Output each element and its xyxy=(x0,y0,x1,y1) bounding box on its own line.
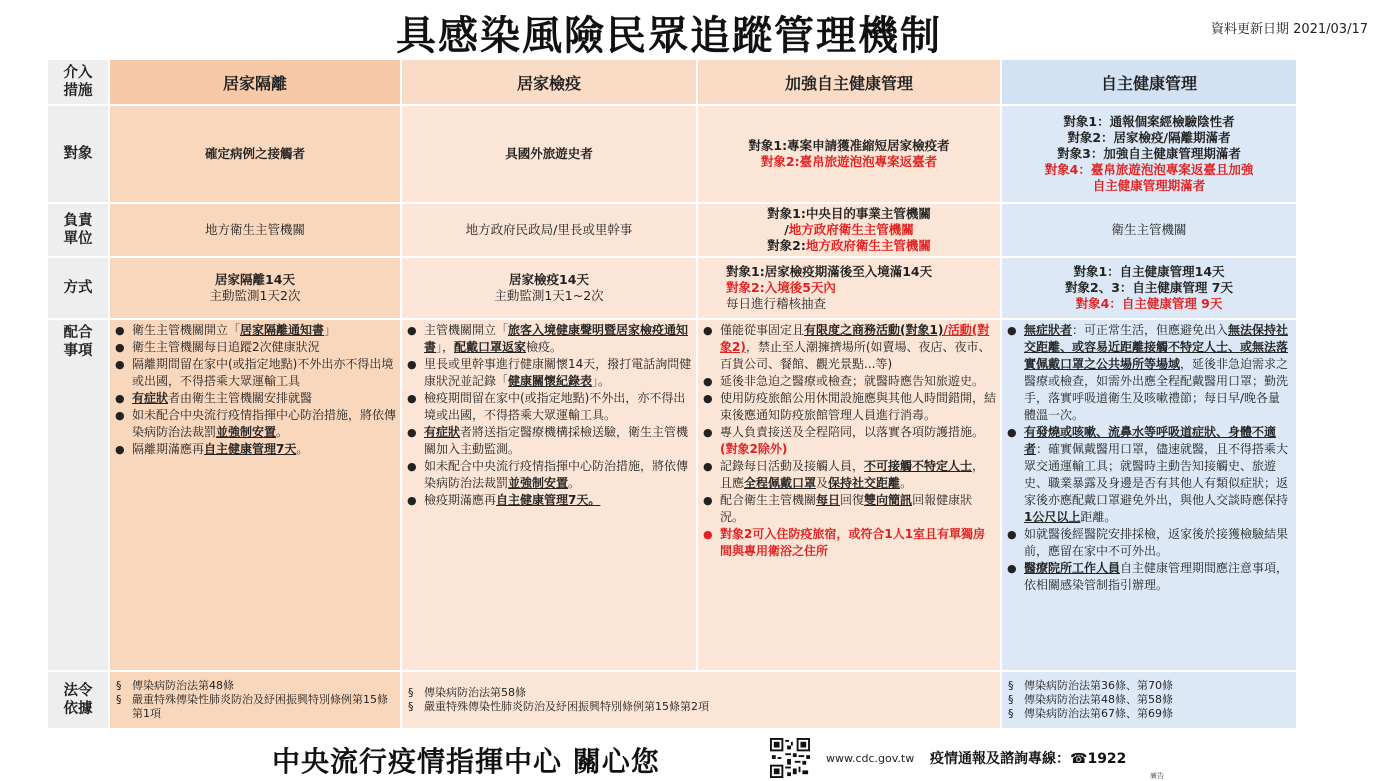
target-col1: 確定病例之接觸者 xyxy=(109,105,401,203)
list-item: ● 醫療院所工作人員自主健康管理期間應注意事項，依相關感染管制指引辦理。 xyxy=(1024,560,1292,594)
info-table xyxy=(46,58,1298,730)
list-item: ● 如未配合中央流行疫情指揮中心防治措施，將依傳染病防治法裁罰並強制安置。 xyxy=(424,458,692,492)
col-header-self-health: 自主健康管理 xyxy=(1001,59,1297,105)
law-col4: § 傳染病防治法第36條、第70條 § 傳染病防治法第48條、第58條 § 傳染病防治法第67條、第69條 xyxy=(1001,671,1297,729)
law-col2-3: § 傳染病防治法第58條 § 嚴重特殊傳染性肺炎防治及紓困振興特別條例第15條第2項 xyxy=(401,671,1001,729)
list-item: ● 延後非急迫之醫療或檢查；就醫時應告知旅遊史。 xyxy=(720,373,996,390)
list-item: ● 如就醫後經醫院安排採檢，返家後於接獲檢驗結果前，應留在家中不可外出。 xyxy=(1024,526,1292,560)
list-item: ● 里長或里幹事進行健康關懷14天，撥打電話詢問健康狀況並記錄「健康關懷紀錄表」。 xyxy=(424,356,692,390)
matters-col1 xyxy=(109,319,401,671)
unit-col2: 地方政府民政局/里長或里幹事 xyxy=(401,203,697,257)
footer-slogan: 中央流行疫情指揮中心 關心您 xyxy=(272,745,660,778)
list-item: ● 有發燒或咳嗽、流鼻水等呼吸道症狀、身體不適者：確實佩戴醫用口罩，儘速就醫，且不得搭乘大眾交通運輸工具；就醫時主動告知接觸史、旅遊史、職業暴露及身邊是否有其他人有類似症狀；返家後亦應配戴口罩避免外出，與他人交談時應保持1公尺以上距離。 xyxy=(1024,424,1292,526)
method-col4: 對象1：自主健康管理14天 對象2、3：自主健康管理 7天 對象4：自主健康管理 9天 xyxy=(1001,257,1297,319)
list-item: ● 隔離期滿應再自主健康管理7天。 xyxy=(132,441,396,458)
list-item: ● 有症狀者將送指定醫療機構採檢送驗，衛生主管機關加入主動監測。 xyxy=(424,424,692,458)
list-item: ● 檢疫期間留在家中(或指定地點)不外出，亦不得出境或出國，不得搭乘大眾運輸工具。 xyxy=(424,390,692,424)
list-item: ● 對象2可入住防疫旅宿，或符合1人1室且有單獨房間與專用衛浴之住所 xyxy=(720,526,996,560)
update-date: 資料更新日期 2021/03/17 xyxy=(1210,22,1368,37)
list-item: ● 有症狀者由衛生主管機關安排就醫 xyxy=(132,390,396,407)
page-title: 具感染風險民眾追蹤管理機制 xyxy=(396,13,942,59)
list-item: ● 衛生主管機關開立「居家隔離通知書」 xyxy=(132,322,396,339)
list-item: ● 使用防疫旅館公用休閒設施應與其他人時間錯開，結束後應通知防疫旅館管理人員進行消毒。 xyxy=(720,390,996,424)
method-col1: 居家隔離14天 主動監測1天2次 xyxy=(109,257,401,319)
target-col3: 對象1:專案申請獲准縮短居家檢疫者 對象2:臺帛旅遊泡泡專案返臺者 xyxy=(697,105,1001,203)
row-label-method: 方式 xyxy=(47,257,109,319)
qr-code-icon xyxy=(770,738,810,778)
list-item: ● 專人負責接送及全程陪同，以落實各項防護措施。(對象2除外) xyxy=(720,424,996,458)
list-item: ● 主管機關開立「旅客入境健康聲明暨居家檢疫通知書」，配戴口罩返家檢疫。 xyxy=(424,322,692,356)
list-item: ● 記錄每日活動及接觸人員，不可接觸不特定人士，且應全程佩戴口罩及保持社交距離。 xyxy=(720,458,996,492)
matters-col4 xyxy=(1001,319,1297,671)
list-item: ● 檢疫期滿應再自主健康管理7天。 xyxy=(424,492,692,509)
row-label-measure: 介入 措施 xyxy=(47,59,109,105)
col-header-home-quarantine: 居家檢疫 xyxy=(401,59,697,105)
footer-url[interactable]: www.cdc.gov.tw xyxy=(826,752,915,765)
matters-col3 xyxy=(697,319,1001,671)
list-item: ● 僅能從事固定且有限度之商務活動(對象1)/活動(對象2)，禁止至人潮擁擠場所(如賣場、夜店、夜市、百貨公司、餐館、觀光景點...等) xyxy=(720,322,996,373)
col-header-home-isolation: 居家隔離 xyxy=(109,59,401,105)
footer-hotline: 疫情通報及諮詢專線：☎1922 xyxy=(930,751,1127,767)
unit-col4: 衛生主管機關 xyxy=(1001,203,1297,257)
list-item: ● 無症狀者：可正常生活，但應避免出入無法保持社交距離、或容易近距離接觸不特定人士、或無法落實佩戴口罩之公共場所等場域，延後非急迫需求之醫療或檢查，如需外出應全程配戴醫用口罩；勤洗手，落實呼吸道衛生及咳嗽禮節；每日早/晚各量體溫一次。 xyxy=(1024,322,1292,424)
list-item: ● 衛生主管機關每日追蹤2次健康狀況 xyxy=(132,339,396,356)
list-item: ● 隔離期間留在家中(或指定地點)不外出亦不得出境或出國，不得搭乘大眾運輸工具 xyxy=(132,356,396,390)
law-col1: § 傳染病防治法第48條 § 嚴重特殊傳染性肺炎防治及紓困振興特別條例第15條第1項 xyxy=(109,671,401,729)
row-label-law: 法令 依據 xyxy=(47,671,109,729)
unit-col3: 對象1:中央目的事業主管機關 /地方政府衛生主管機關 對象2:地方政府衛生主管機關 xyxy=(697,203,1001,257)
list-item: ● 如未配合中央流行疫情指揮中心防治措施，將依傳染病防治法裁罰並強制安置。 xyxy=(132,407,396,441)
ad-label: 廣告 xyxy=(1150,772,1164,780)
matters-col2 xyxy=(401,319,697,671)
col-header-enhanced-self-health: 加強自主健康管理 xyxy=(697,59,1001,105)
unit-col1: 地方衛生主管機關 xyxy=(109,203,401,257)
row-label-matters: 配合 事項 xyxy=(47,319,109,671)
row-label-target: 對象 xyxy=(47,105,109,203)
footer xyxy=(0,738,1378,780)
target-col4: 對象1：通報個案經檢驗陰性者 對象2：居家檢疫/隔離期滿者 對象3：加強自主健康管理期滿者 對象4：臺帛旅遊泡泡專案返臺且加強 自主健康管理期滿者 xyxy=(1001,105,1297,203)
row-label-unit: 負責 單位 xyxy=(47,203,109,257)
method-col3: 對象1:居家檢疫期滿後至入境滿14天 對象2:入境後5天內 每日進行稽核抽查 xyxy=(697,257,1001,319)
list-item: ● 配合衛生主管機關每日回復雙向簡訊回報健康狀況。 xyxy=(720,492,996,526)
method-col2: 居家檢疫14天 主動監測1天1~2次 xyxy=(401,257,697,319)
target-col2: 具國外旅遊史者 xyxy=(401,105,697,203)
phone-icon: ☎ xyxy=(1070,751,1088,767)
